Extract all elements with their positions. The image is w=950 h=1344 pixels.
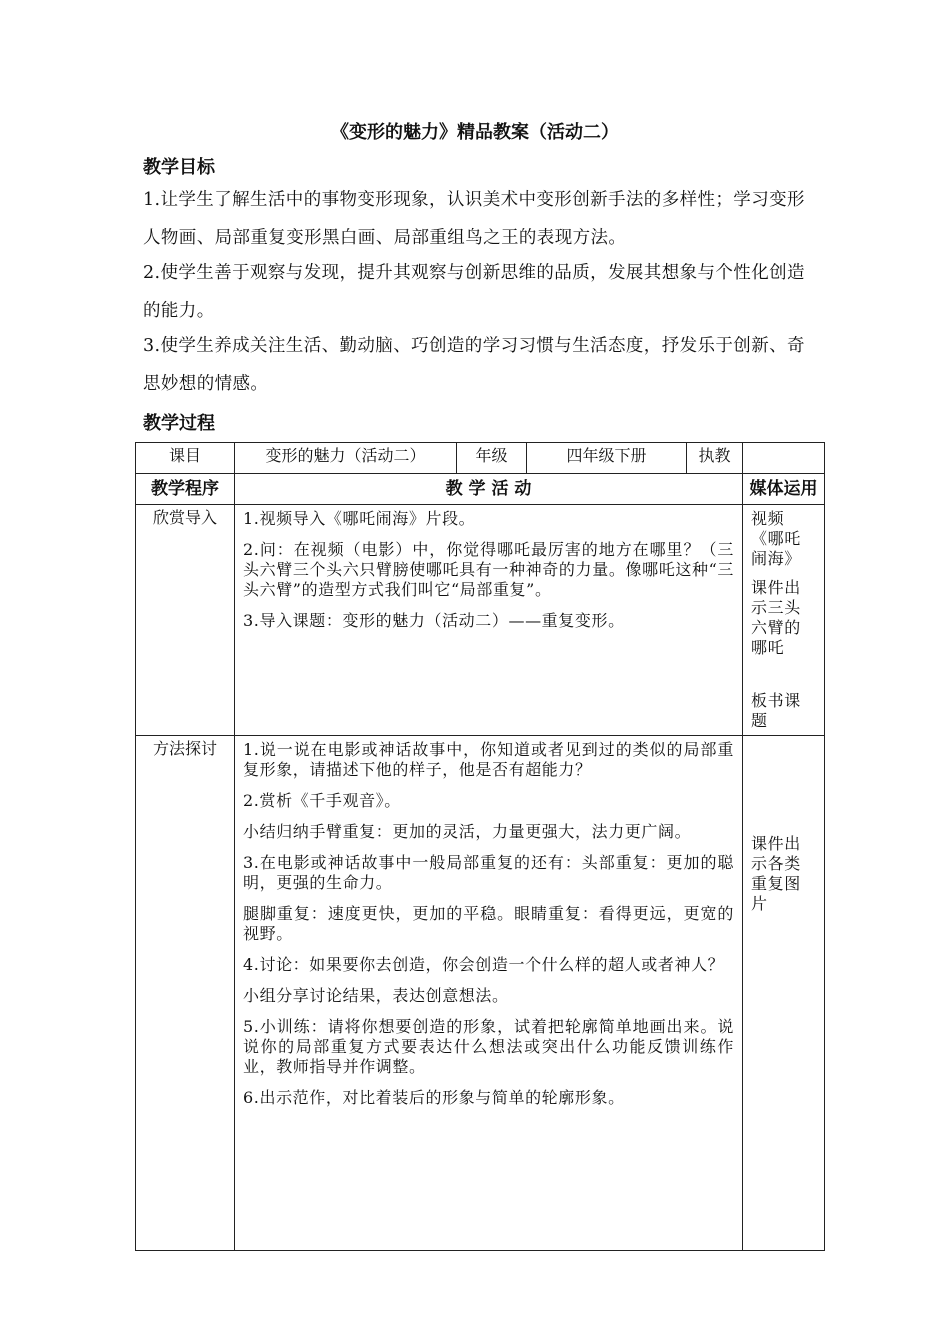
activity-item: 1.说一说在电影或神话故事中，你知道或者见到过的类似的局部重复形象，请描述下他的样子，他是否有超能力？ <box>243 740 734 779</box>
media-item: 课件出示各类重复图片 <box>751 834 801 913</box>
table-header-row <box>136 474 825 505</box>
grade-label-cell: 年级 <box>457 443 527 474</box>
table-row <box>136 505 825 736</box>
activity-item: 小结归纳手臂重复：更加的灵活，力量更强大，法力更广阔。 <box>243 822 692 841</box>
activity-header: 教 学 活 动 <box>235 474 743 505</box>
goal-item-2: 2.使学生善于观察与发现，提升其观察与创新思维的品质，发展其想象与个性化创造的能力。 <box>143 263 805 321</box>
activity-cell <box>235 736 743 1251</box>
subject-value-cell: 变形的魅力（活动二） <box>235 443 457 474</box>
teacher-label-cell: 执教 <box>687 443 743 474</box>
document-title: 《变形的魅力》精品教案（活动二） <box>331 122 619 143</box>
activity-item: 4.讨论：如果要你去创造，你会创造一个什么样的超人或者神人？ <box>243 955 725 974</box>
activity-item: 3.导入课题：变形的魅力（活动二）——重复变形。 <box>243 611 625 630</box>
teacher-value-cell <box>743 443 825 474</box>
goal-item-1: 1.让学生了解生活中的事物变形现象，认识美术中变形创新手法的多样性；学习变形人物画、局部重复变形黑白画、局部重组鸟之王的表现方法。 <box>143 190 805 248</box>
table-info-row <box>136 443 825 474</box>
activity-item: 2.赏析《千手观音》。 <box>243 791 401 810</box>
activity-item: 腿脚重复：速度更快，更加的平稳。眼睛重复：看得更远，更宽的视野。 <box>243 904 734 943</box>
activity-item: 5.小训练：请将你想要创造的形象，试着把轮廓简单地画出来。说说你的局部重复方式要表达什么想法或突出什么功能反馈训练作业，教师指导并作调整。 <box>243 1017 734 1076</box>
activity-item: 小组分享讨论结果，表达创意想法。 <box>243 986 509 1005</box>
activity-cell <box>235 505 743 736</box>
media-item: 板书课题 <box>751 691 801 730</box>
media-item: 课件出示三头六臂的哪吒 <box>751 578 801 657</box>
process-heading: 教学过程 <box>143 413 215 434</box>
activity-item: 2.问：在视频（电影）中，你觉得哪吒最厉害的地方在哪里？（三头六臂三个头六只臂膀使哪吒具有一种神奇的力量。像哪吒这种“三头六臂”的造型方式我们叫它“局部重复”。 <box>243 540 734 599</box>
media-item: 视频《哪吒闹海》 <box>751 509 801 568</box>
media-cell <box>743 736 825 1251</box>
stage-cell: 方法探讨 <box>136 736 235 1251</box>
stage-cell: 欣赏导入 <box>136 505 235 736</box>
media-header: 媒体运用 <box>743 474 825 505</box>
activity-item: 1.视频导入《哪吒闹海》片段。 <box>243 509 476 528</box>
table-row <box>136 736 825 1251</box>
goals-heading: 教学目标 <box>143 157 215 178</box>
activity-item: 3.在电影或神话故事中一般局部重复的还有：头部重复：更加的聪明，更强的生命力。 <box>243 853 734 892</box>
media-cell <box>743 505 825 736</box>
subject-label-cell: 课目 <box>136 443 235 474</box>
goal-item-3: 3.使学生养成关注生活、勤动脑、巧创造的学习习惯与生活态度，抒发乐于创新、奇思妙想的情感。 <box>143 336 805 394</box>
activity-item: 6.出示范作，对比着装后的形象与简单的轮廓形象。 <box>243 1088 625 1107</box>
grade-value-cell: 四年级下册 <box>527 443 687 474</box>
procedure-header: 教学程序 <box>136 474 235 505</box>
lesson-plan-table <box>135 442 825 1251</box>
